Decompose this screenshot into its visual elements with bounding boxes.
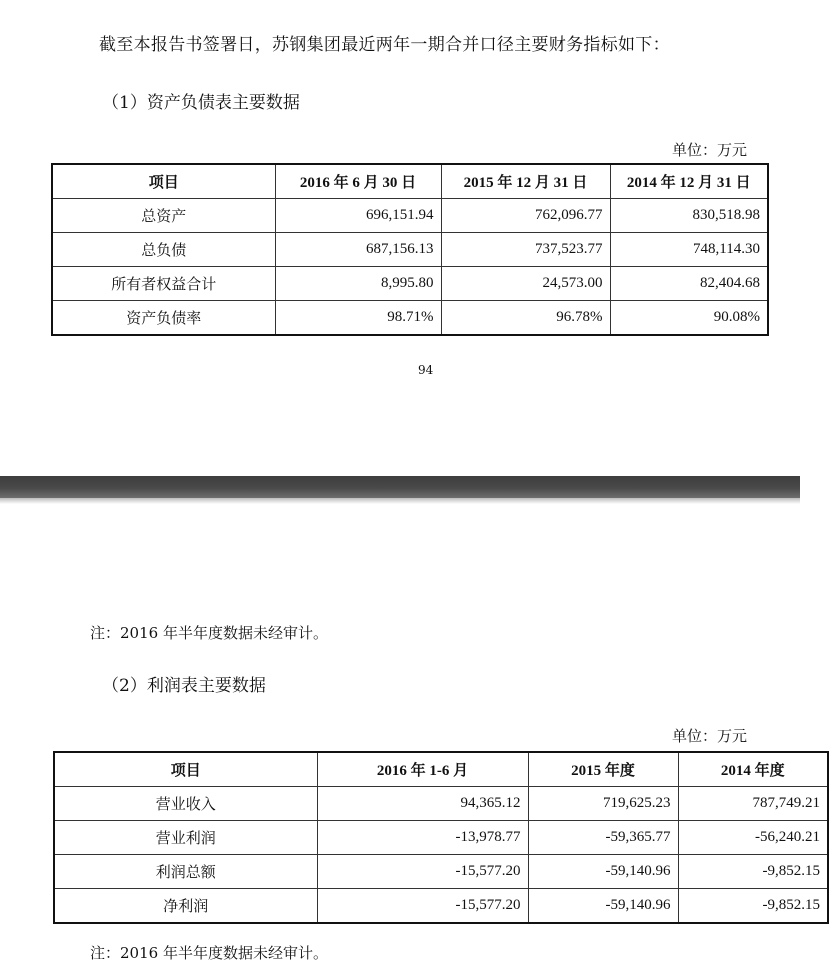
value-cell: 8,995.80 — [275, 267, 441, 301]
table-row — [54, 889, 828, 924]
row-label: 总负债 — [52, 233, 275, 267]
value-cell: 696,151.94 — [275, 199, 441, 233]
income-statement-table — [53, 751, 829, 924]
value-cell: -59,365.77 — [528, 821, 678, 855]
income-section-title: （2）利润表主要数据 — [102, 676, 266, 696]
header-cell: 2016 年 6 月 30 日 — [275, 164, 441, 199]
header-cell: 2015 年 12 月 31 日 — [441, 164, 610, 199]
table-row — [52, 199, 768, 233]
header-cell: 2015 年度 — [528, 752, 678, 787]
income-unit-label: 单位：万元 — [672, 727, 748, 745]
balance-sheet-table — [51, 163, 769, 336]
header-cell: 2016 年 1-6 月 — [317, 752, 528, 787]
table-header-row — [52, 164, 768, 199]
value-cell: 687,156.13 — [275, 233, 441, 267]
page-break-divider — [0, 476, 800, 498]
value-cell: 787,749.21 — [678, 787, 828, 821]
page-break-shadow — [0, 498, 800, 504]
value-cell: -15,577.20 — [317, 889, 528, 924]
value-cell: -13,978.77 — [317, 821, 528, 855]
value-cell: -9,852.15 — [678, 855, 828, 889]
income-footnote: 注：2016 年半年度数据未经审计。 — [90, 944, 328, 962]
table-row — [54, 821, 828, 855]
table-row — [52, 267, 768, 301]
header-cell: 项目 — [52, 164, 275, 199]
intro-paragraph: 截至本报告书签署日，苏钢集团最近两年一期合并口径主要财务指标如下： — [99, 35, 670, 55]
table-row — [52, 301, 768, 336]
header-cell: 项目 — [54, 752, 317, 787]
balance-footnote: 注：2016 年半年度数据未经审计。 — [90, 624, 328, 642]
row-label: 净利润 — [54, 889, 317, 924]
table-header-row — [54, 752, 828, 787]
table-row — [52, 233, 768, 267]
row-label: 所有者权益合计 — [52, 267, 275, 301]
header-cell: 2014 年 12 月 31 日 — [610, 164, 768, 199]
value-cell: 748,114.30 — [610, 233, 768, 267]
value-cell: 98.71% — [275, 301, 441, 336]
row-label: 营业收入 — [54, 787, 317, 821]
value-cell: 719,625.23 — [528, 787, 678, 821]
row-label: 营业利润 — [54, 821, 317, 855]
value-cell: -59,140.96 — [528, 855, 678, 889]
value-cell: 94,365.12 — [317, 787, 528, 821]
page-number: 94 — [418, 363, 434, 377]
value-cell: 24,573.00 — [441, 267, 610, 301]
value-cell: 762,096.77 — [441, 199, 610, 233]
value-cell: -15,577.20 — [317, 855, 528, 889]
row-label: 利润总额 — [54, 855, 317, 889]
value-cell: 96.78% — [441, 301, 610, 336]
table-row — [54, 855, 828, 889]
header-cell: 2014 年度 — [678, 752, 828, 787]
row-label: 资产负债率 — [52, 301, 275, 336]
row-label: 总资产 — [52, 199, 275, 233]
value-cell: 830,518.98 — [610, 199, 768, 233]
balance-unit-label: 单位：万元 — [672, 141, 748, 159]
balance-section-title: （1）资产负债表主要数据 — [102, 93, 300, 113]
value-cell: -59,140.96 — [528, 889, 678, 924]
value-cell: 82,404.68 — [610, 267, 768, 301]
value-cell: -9,852.15 — [678, 889, 828, 924]
value-cell: -56,240.21 — [678, 821, 828, 855]
value-cell: 90.08% — [610, 301, 768, 336]
table-row — [54, 787, 828, 821]
value-cell: 737,523.77 — [441, 233, 610, 267]
